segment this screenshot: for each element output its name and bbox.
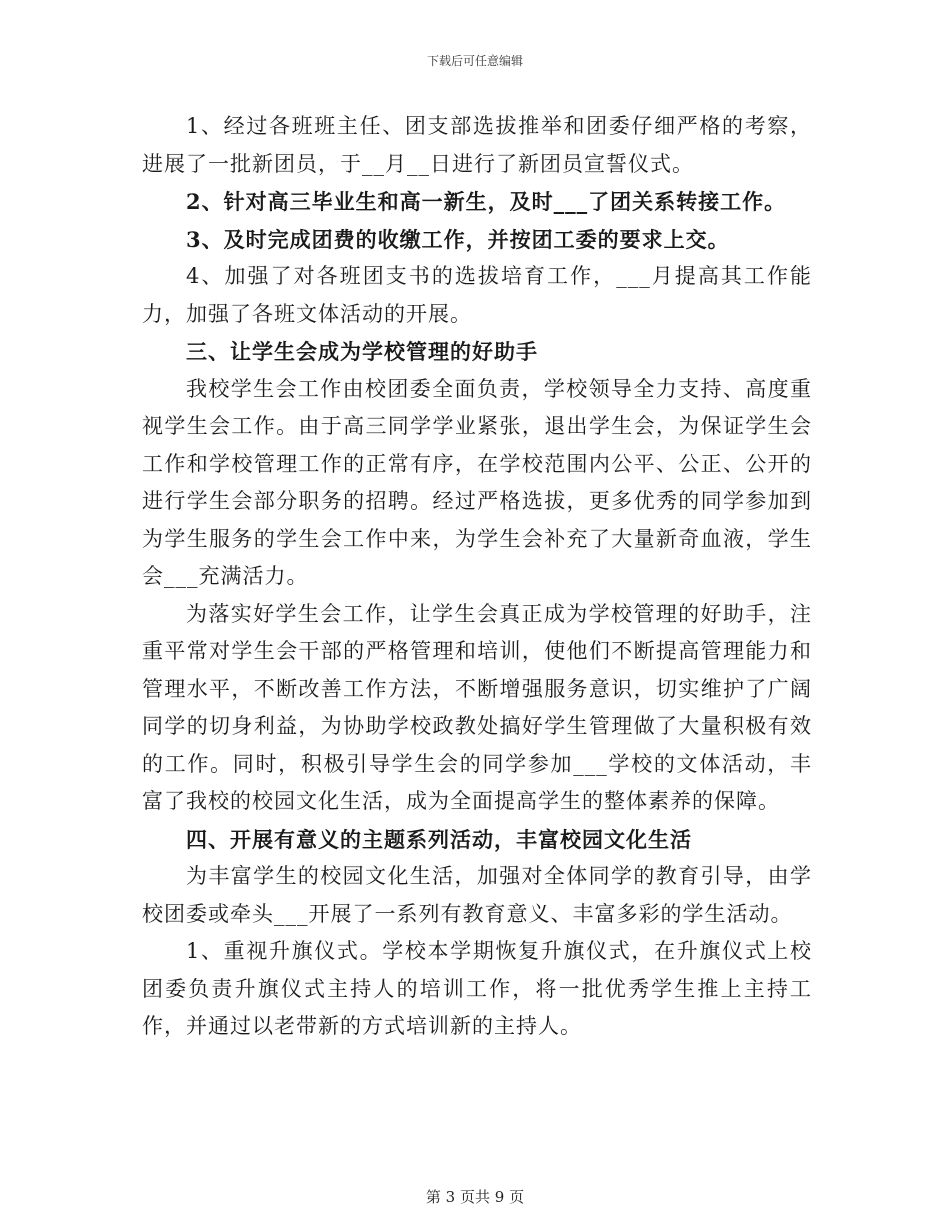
page-header-note: 下载后可任意编辑 — [426, 54, 523, 68]
paragraph-3: 3、及时完成团费的收缴工作，并按团工委的要求上交。 — [186, 226, 730, 252]
paragraph-6: 为落实好学生会工作，让学生会真正成为学校管理的好助手，注重平常对学生会干部的严格管理和培训，使他们不断提高管理能力和管理水平，不断改善工作方法，不断增强服务意识，切实维护了广阔同学的切身利益，为协助学校政教处搞好学生管理做了大量积极有效的工作。同时，积极引导学生会的同学参加___学校的文体活动，丰富了我校的校园文化生活，成为全面提高学生的整体素养的保障。 — [142, 601, 812, 813]
paragraph-8: 1、重视升旗仪式。学校本学期恢复升旗仪式，在升旗仪式上校团委负责升旗仪式主持人的培训工作，将一批优秀学生推上主持工作，并通过以老带新的方式培训新的主持人。 — [142, 939, 812, 1038]
section-heading-3: 三、让学生会成为学校管理的好助手 — [186, 339, 538, 364]
paragraph-5: 我校学生会工作由校团委全面负责，学校领导全力支持、高度重视学生会工作。由于高三同学学业紧张，退出学生会，为保证学生会工作和学校管理工作的正常有序，在学校范围内公平、公正、公开的进行学生会部分职务的招聘。经过严格选拔，更多优秀的同学参加到为学生服务的学生会工作中来，为学生会补充了大量新奇血液，学生会___充满活力。 — [142, 376, 812, 588]
document-body — [142, 108, 812, 1046]
paragraph-4: 4、加强了对各班团支书的选拔培育工作，___月提高其工作能力，加强了各班文体活动的开展。 — [142, 264, 812, 326]
paragraph-1: 1、经过各班班主任、团支部选拔推举和团委仔细严格的考察，进展了一批新团员，于__月__日进行了新团员宣誓仪式。 — [142, 114, 812, 176]
section-heading-4: 四、开展有意义的主题系列活动，丰富校园文化生活 — [186, 826, 692, 852]
paragraph-7: 为丰富学生的校园文化生活，加强对全体同学的教育引导，由学校团委或牵头___开展了一系列有教育意义、丰富多彩的学生活动。 — [142, 864, 812, 926]
paragraph-2: 2、针对高三毕业生和高一新生，及时___了团关系转接工作。 — [186, 189, 787, 214]
page-number: 第 3 页共 9 页 — [425, 1188, 525, 1206]
